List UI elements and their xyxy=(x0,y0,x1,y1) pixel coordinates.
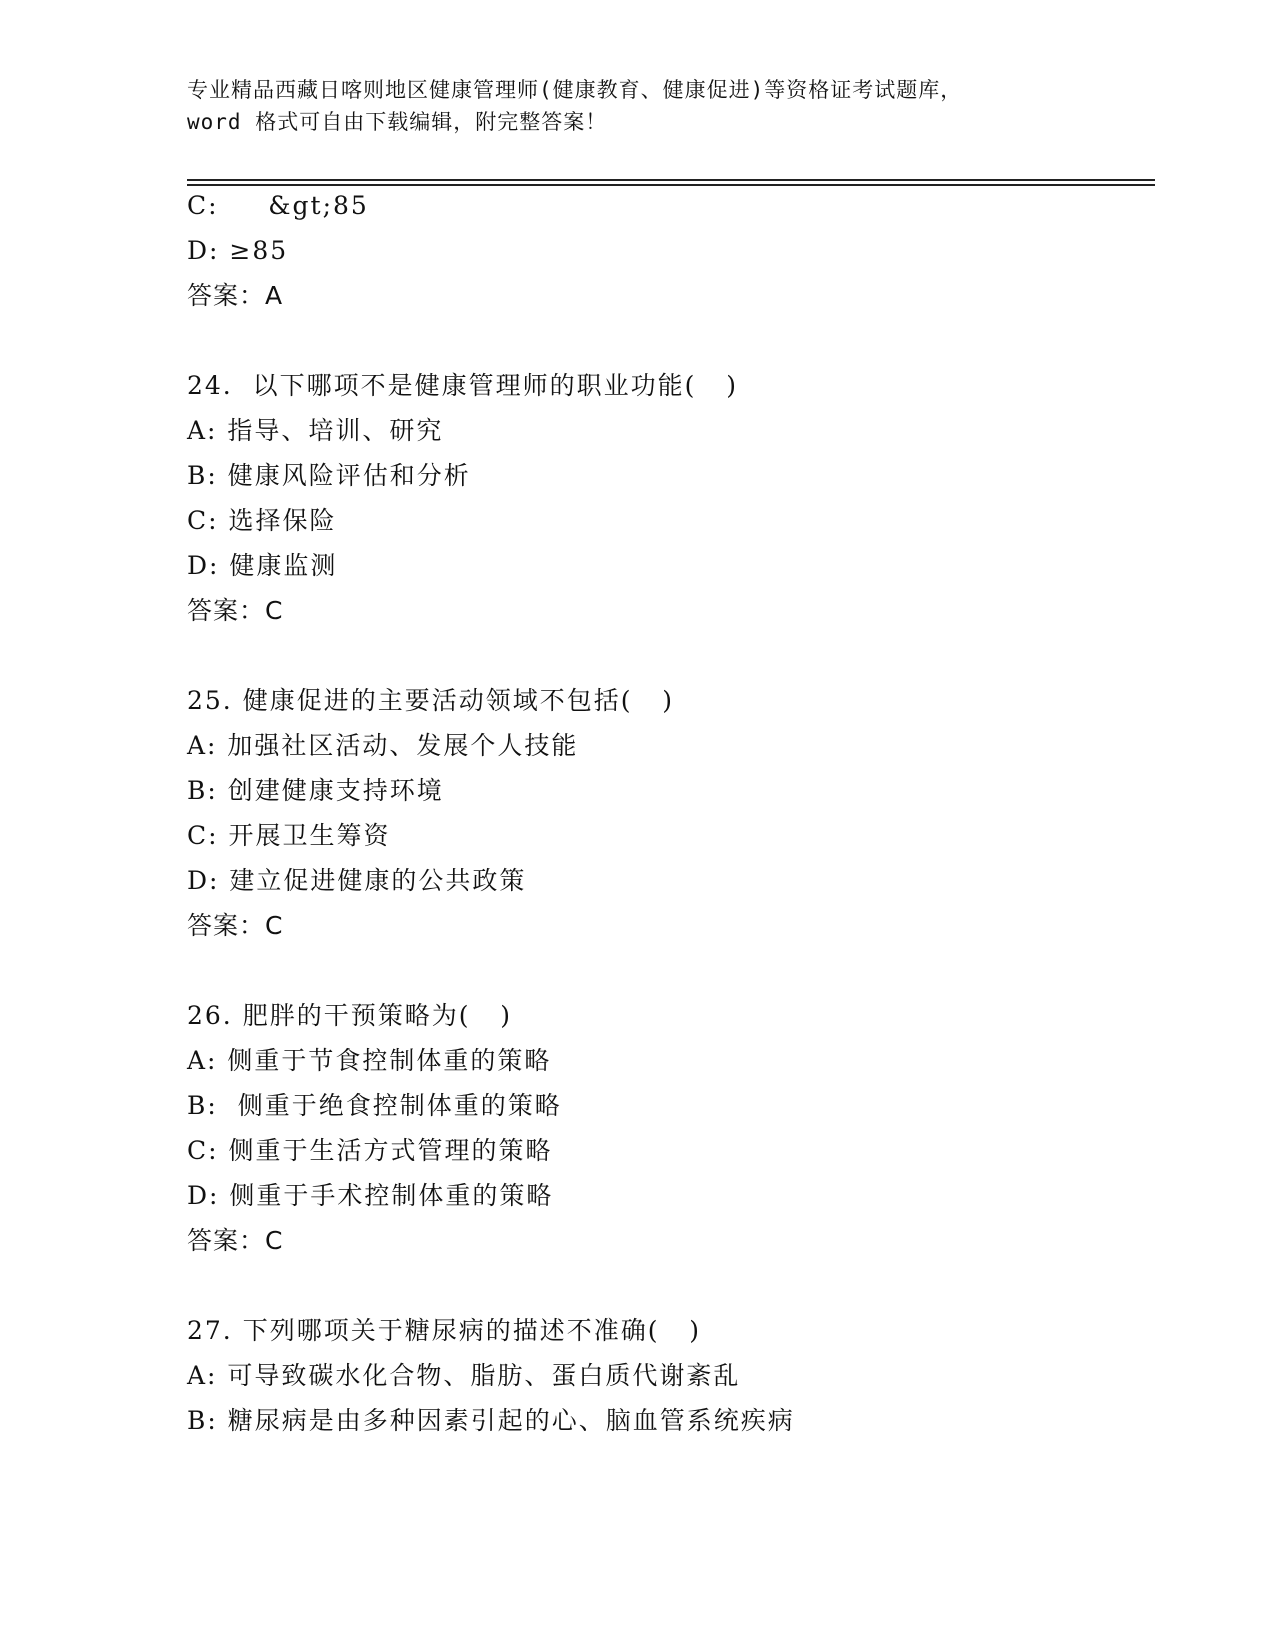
question-25-stem: 25. 健康促进的主要活动领域不包括( ) xyxy=(187,686,675,715)
prev-option-c: C: &gt;85 xyxy=(187,191,369,220)
header-divider-top xyxy=(187,179,1155,181)
question-26-option-a: A: 侧重于节食控制体重的策略 xyxy=(187,1046,552,1075)
question-26-option-c: C: 侧重于生活方式管理的策略 xyxy=(187,1136,553,1165)
question-25-option-b: B: 创建健康支持环境 xyxy=(187,776,444,805)
question-24-option-b: B: 健康风险评估和分析 xyxy=(187,461,471,490)
question-27-stem: 27. 下列哪项关于糖尿病的描述不准确( ) xyxy=(187,1316,702,1345)
question-27-option-b: B: 糖尿病是由多种因素引起的心、脑血管系统疾病 xyxy=(187,1406,795,1435)
question-24-option-a: A: 指导、培训、研究 xyxy=(187,416,444,445)
question-26-option-b: B: 侧重于绝食控制体重的策略 xyxy=(187,1091,562,1120)
header-divider-bottom xyxy=(187,184,1155,186)
question-24-option-c: C: 选择保险 xyxy=(187,506,337,535)
question-24-stem: 24. 以下哪项不是健康管理师的职业功能( ) xyxy=(187,371,739,400)
question-25-answer: 答案：C xyxy=(187,911,284,940)
question-24-option-d: D: 健康监测 xyxy=(187,551,338,580)
prev-answer: 答案：A xyxy=(187,281,284,310)
question-24-answer: 答案：C xyxy=(187,596,284,625)
header-line-1: 专业精品西藏日喀则地区健康管理师(健康教育、健康促进)等资格证考试题库， xyxy=(187,78,963,102)
prev-option-d: D: ≥85 xyxy=(187,236,289,265)
question-25-option-a: A: 加强社区活动、发展个人技能 xyxy=(187,731,579,760)
document-header xyxy=(187,74,1087,138)
question-26-answer: 答案：C xyxy=(187,1226,284,1255)
question-26-stem: 26. 肥胖的干预策略为( ) xyxy=(187,1001,513,1030)
header-line-2: word 格式可自由下载编辑，附完整答案！ xyxy=(187,110,608,134)
question-27-option-a: A: 可导致碳水化合物、脂肪、蛋白质代谢紊乱 xyxy=(187,1361,741,1390)
question-25-option-d: D: 建立促进健康的公共政策 xyxy=(187,866,527,895)
question-26-option-d: D: 侧重于手术控制体重的策略 xyxy=(187,1181,554,1210)
question-25-option-c: C: 开展卫生筹资 xyxy=(187,821,391,850)
